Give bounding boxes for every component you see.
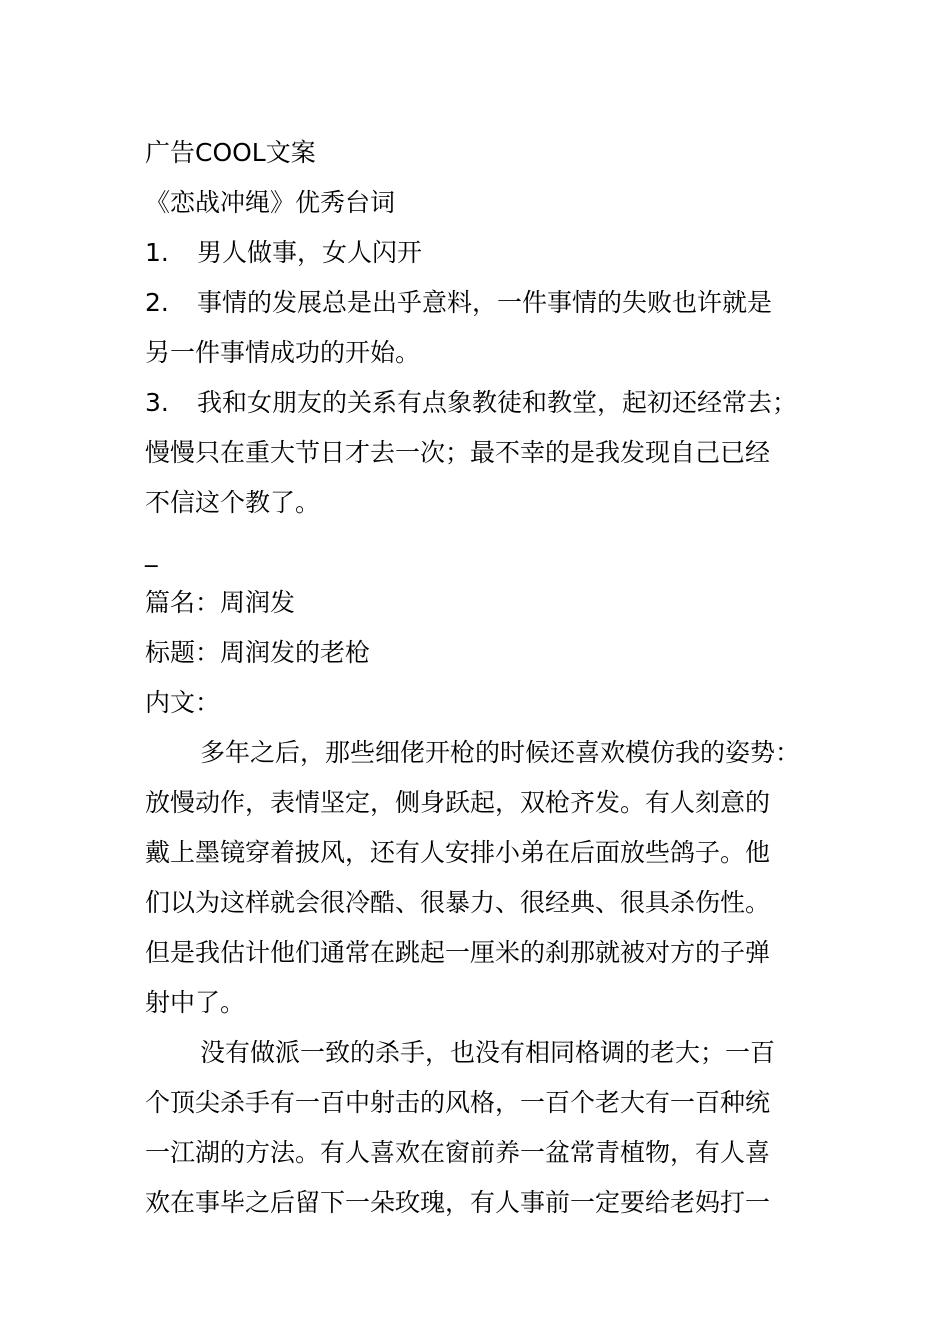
quote-list xyxy=(145,228,825,528)
paragraph-line: 一江湖的方法。有人喜欢在窗前养一盆常青植物，有人喜 xyxy=(145,1138,771,1167)
paragraph-line: 戴上墨镜穿着披风，还有人安排小弟在后面放些鸽子。他 xyxy=(145,838,771,867)
paragraph-line: 个顶尖杀手有一百中射击的风格，一百个老大有一百种统 xyxy=(145,1088,771,1117)
article-title: 标题：周润发的老枪 xyxy=(145,638,371,667)
document-content xyxy=(145,128,825,1228)
quote-text: 事情的发展总是出乎意料，一件事情的失败也许就是 xyxy=(197,288,773,317)
article-paragraph xyxy=(145,728,825,1028)
quote-item xyxy=(145,228,825,278)
paragraph-line: 们以为这样就会很冷酷、很暴力、很经典、很具杀伤性。 xyxy=(145,888,771,917)
paragraph-line: 欢在事毕之后留下一朵玫瑰，有人事前一定要给老妈打一 xyxy=(145,1188,771,1217)
quote-number: 1. xyxy=(145,238,169,267)
quote-text: 男人做事，女人闪开 xyxy=(197,238,423,267)
article-body-label: 内文： xyxy=(145,688,221,717)
quote-item xyxy=(145,378,825,428)
section-title: 《恋战冲绳》优秀台词 xyxy=(145,188,396,217)
quote-text-continued: 慢慢只在重大节日才去一次；最不幸的是我发现自己已经 xyxy=(145,438,771,467)
paragraph-line: 放慢动作，表情坚定，侧身跃起，双枪齐发。有人刻意的 xyxy=(145,788,771,817)
article-paragraph xyxy=(145,1028,825,1228)
paragraph-line: 没有做派一致的杀手，也没有相同格调的老大；一百 xyxy=(200,1038,776,1067)
separator: _ xyxy=(145,538,158,567)
paragraph-line: 但是我估计他们通常在跳起一厘米的刹那就被对方的子弹 xyxy=(145,938,771,967)
article-name: 篇名：周润发 xyxy=(145,588,296,617)
quote-number: 3. xyxy=(145,388,169,417)
paragraph-line: 射中了。 xyxy=(145,988,246,1017)
quote-text: 我和女朋友的关系有点象教徒和教堂，起初还经常去； xyxy=(197,388,798,417)
quote-number: 2. xyxy=(145,288,169,317)
doc-label: 广告COOL文案 xyxy=(145,138,316,167)
quote-text-continued: 不信这个教了。 xyxy=(145,488,321,517)
quote-text-continued: 另一件事情成功的开始。 xyxy=(145,338,421,367)
paragraph-line: 多年之后，那些细佬开枪的时候还喜欢模仿我的姿势： xyxy=(200,738,801,767)
quote-item xyxy=(145,278,825,328)
